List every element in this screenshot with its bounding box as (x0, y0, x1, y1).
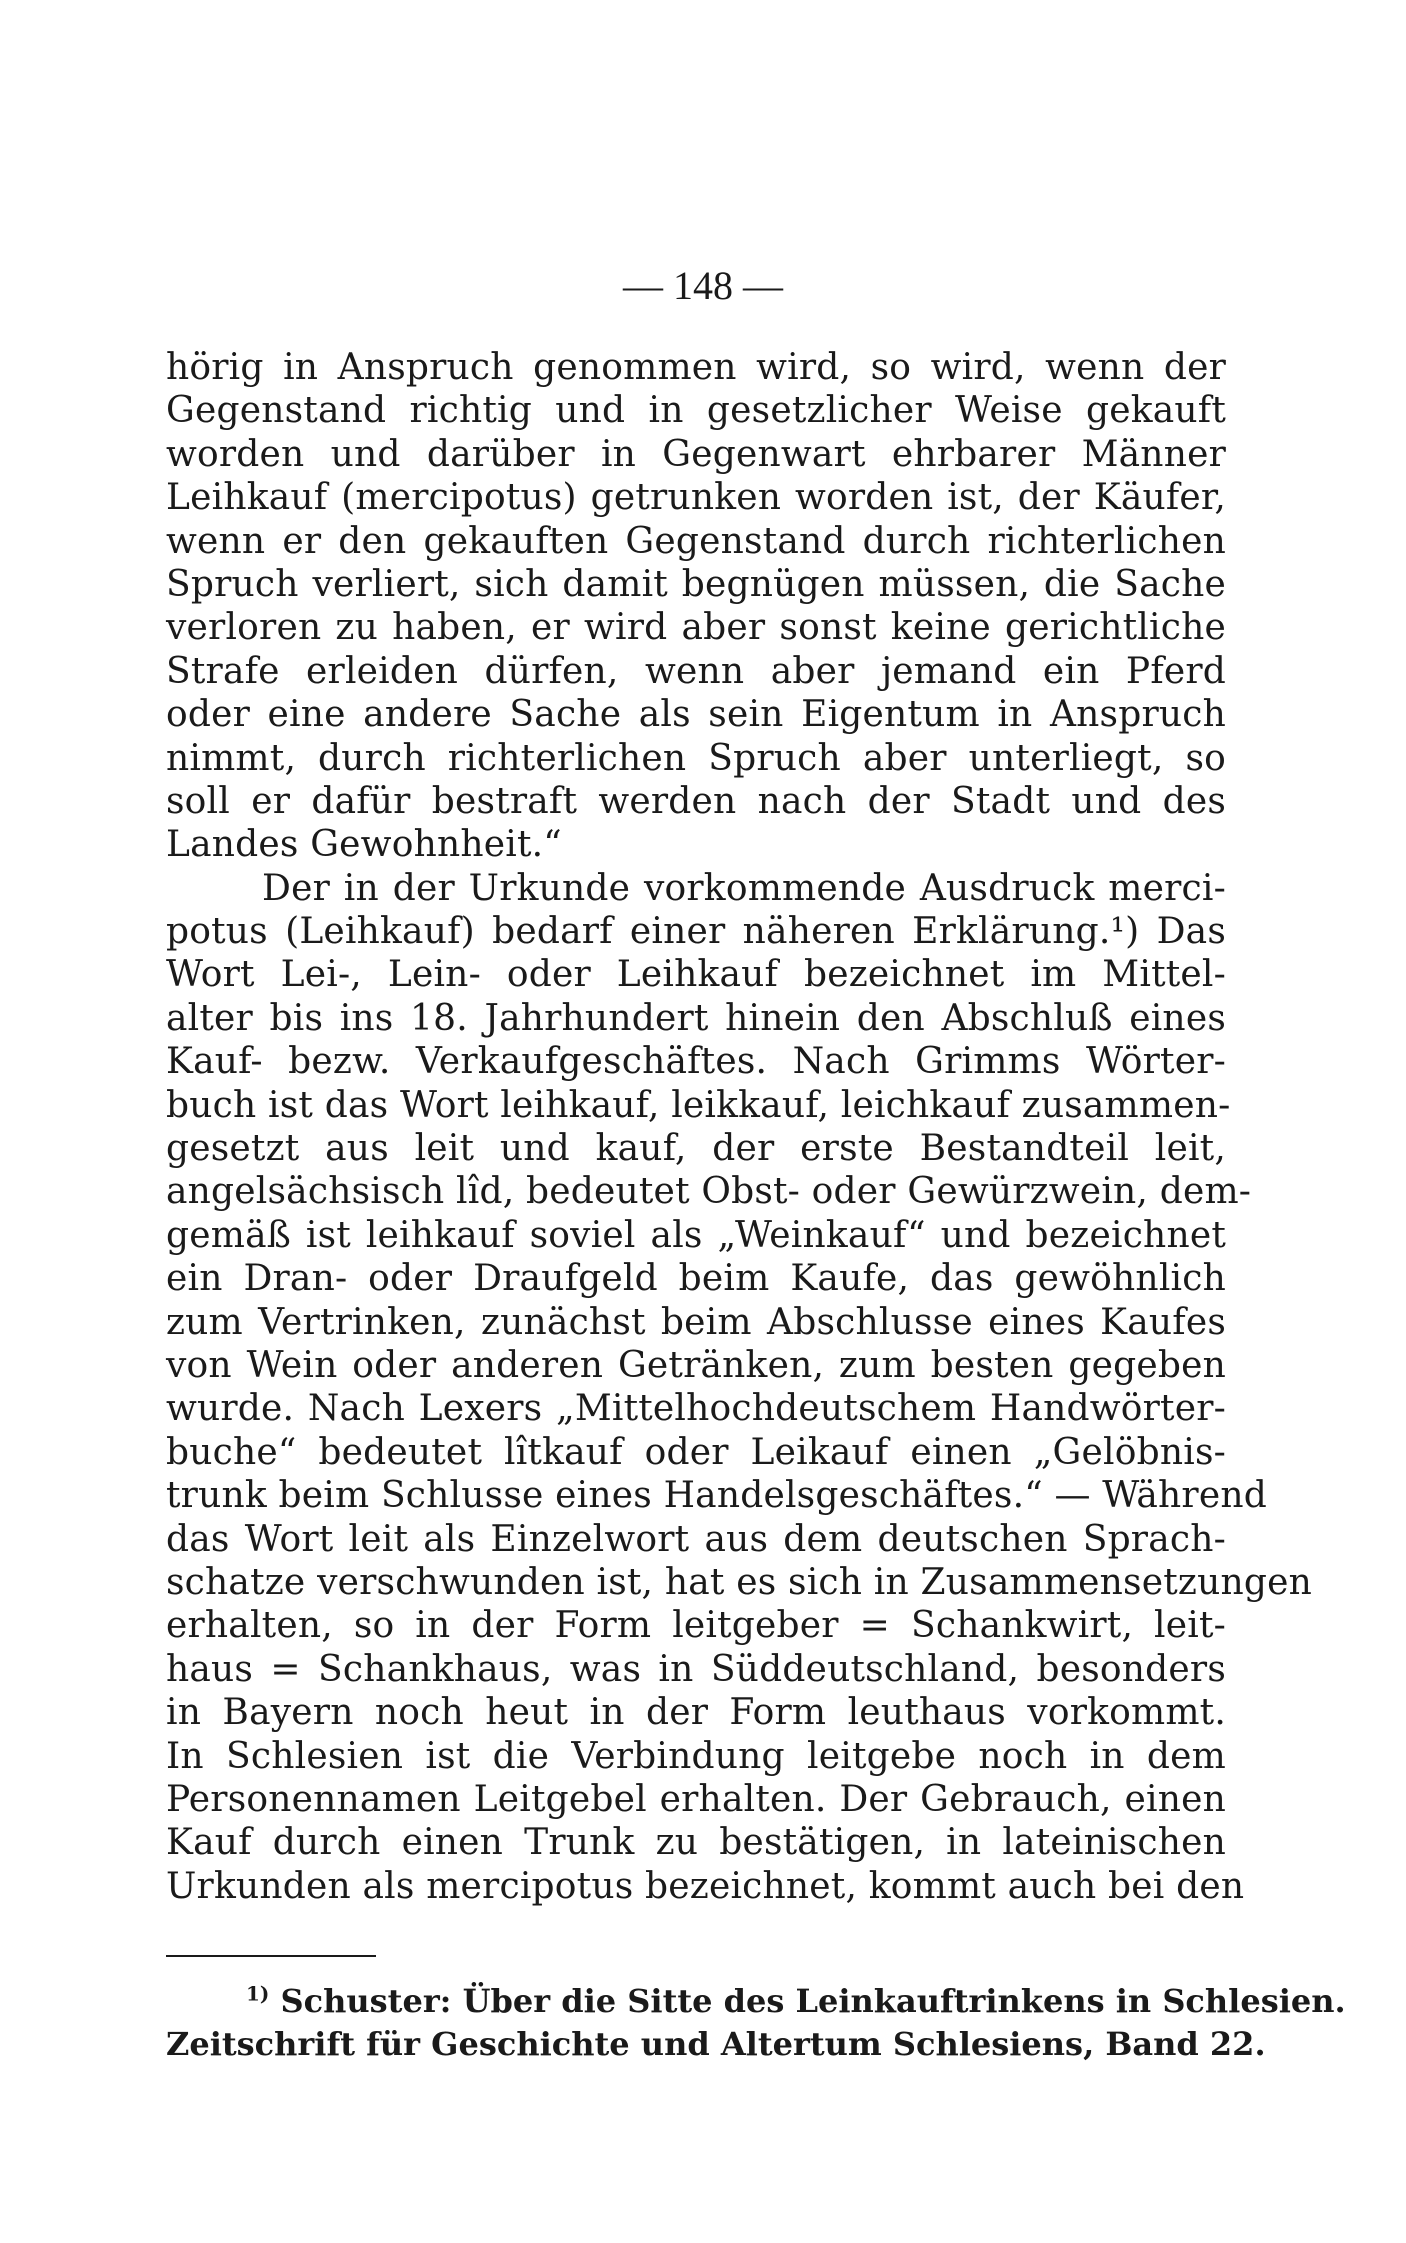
text-line: gemäß ist leihkauf soviel als „Weinkauf“ und bezeichnet (166, 1214, 1226, 1256)
text-line: Wort Lei-, Lein- oder Leihkauf bezeichnet im Mittel- (166, 954, 1226, 996)
text-line: hörig in Anspruch genommen wird, so wird, wenn der (166, 347, 1226, 388)
text-line: das Wort leit als Einzelwort aus dem deutschen Sprach- (166, 1518, 1226, 1560)
page-number: — 148 — (623, 263, 783, 308)
text-line: gesetzt aus leit und kauf, der erste Bestandteil leit, (166, 1128, 1226, 1170)
text-line: Personennamen Leitgebel erhalten. Der Gebrauch, einen (166, 1778, 1226, 1820)
text-line: alter bis ins 18. Jahrhundert hinein den Abschluß eines (166, 997, 1226, 1039)
text-line: wurde. Nach Lexers „Mittelhochdeutschem Handwörter- (166, 1388, 1226, 1430)
text-line: In Schlesien ist die Verbindung leitgebe noch in dem (166, 1735, 1226, 1777)
text-line: schatze verschwunden ist, hat es sich in Zusammensetzungen (166, 1561, 1312, 1603)
text-line: Spruch verliert, sich damit begnügen müssen, die Sache (166, 563, 1226, 605)
footnote-text: Schuster: Über die Sitte des Leinkauftrinkens in Schlesien. (280, 1982, 1346, 2020)
footnote-line: Zeitschrift für Geschichte und Altertum Schlesiens, Band 22. (166, 2025, 1266, 2063)
text-line: soll er dafür bestraft werden nach der Stadt und des (166, 780, 1226, 822)
text-line: Leihkauf (mercipotus) getrunken worden ist, der Käufer, (166, 477, 1226, 519)
text-line: Gegenstand richtig und in gesetzlicher Weise gekauft (166, 390, 1226, 432)
footnote-divider (166, 1955, 376, 1957)
text-line: ein Dran- oder Draufgeld beim Kaufe, das gewöhnlich (166, 1258, 1226, 1300)
text-line: Landes Gewohnheit.“ (166, 824, 562, 866)
text-line: oder eine andere Sache als sein Eigentum in Anspruch (166, 694, 1226, 736)
footnote-marker: 1) (246, 1981, 270, 2006)
text-line: wenn er den gekauften Gegenstand durch richterlichen (166, 520, 1226, 562)
text-line: Kauf durch einen Trunk zu bestätigen, in lateinischen (166, 1822, 1226, 1864)
text-line: Kauf- bezw. Verkaufgeschäftes. Nach Grimms Wörter- (166, 1041, 1226, 1083)
text-line: trunk beim Schlusse eines Handelsgeschäftes.“ — Während (166, 1475, 1267, 1517)
text-line: von Wein oder anderen Getränken, zum besten gegeben (166, 1344, 1226, 1386)
text-line: buche“ bedeutet lîtkauf oder Leikauf einen „Gelöbnis- (166, 1431, 1226, 1473)
text-line: angelsächsisch lîd, bedeutet Obst- oder Gewürzwein, dem- (166, 1171, 1252, 1213)
footnote-line (166, 1980, 1346, 2023)
text-line: verloren zu haben, er wird aber sonst keine gerichtliche (166, 607, 1226, 649)
text-line: buch ist das Wort leihkauf, leikkauf, leichkauf zusammen- (166, 1084, 1231, 1126)
text-line: in Bayern noch heut in der Form leuthaus vorkommt. (166, 1692, 1226, 1734)
text-line: Urkunden als mercipotus bezeichnet, kommt auch bei den (166, 1865, 1245, 1907)
text-line: zum Vertrinken, zunächst beim Abschlusse eines Kaufes (166, 1301, 1226, 1343)
text-line: Strafe erleiden dürfen, wenn aber jemand ein Pferd (166, 650, 1226, 692)
text-line: worden und darüber in Gegenwart ehrbarer Männer (166, 433, 1226, 475)
text-line: haus = Schankhaus, was in Süddeutschland, besonders (166, 1648, 1226, 1690)
body-text (166, 346, 1312, 1908)
text-line: potus (Leihkauf) bedarf einer näheren Erklärung.¹) Das (166, 911, 1226, 953)
text-line: nimmt, durch richterlichen Spruch aber unterliegt, so (166, 737, 1226, 779)
text-line: Der in der Urkunde vorkommende Ausdruck merci- (262, 867, 1226, 909)
text-line: erhalten, so in der Form leitgeber = Schankwirt, leit- (166, 1605, 1226, 1647)
footnote (166, 1980, 1346, 2066)
